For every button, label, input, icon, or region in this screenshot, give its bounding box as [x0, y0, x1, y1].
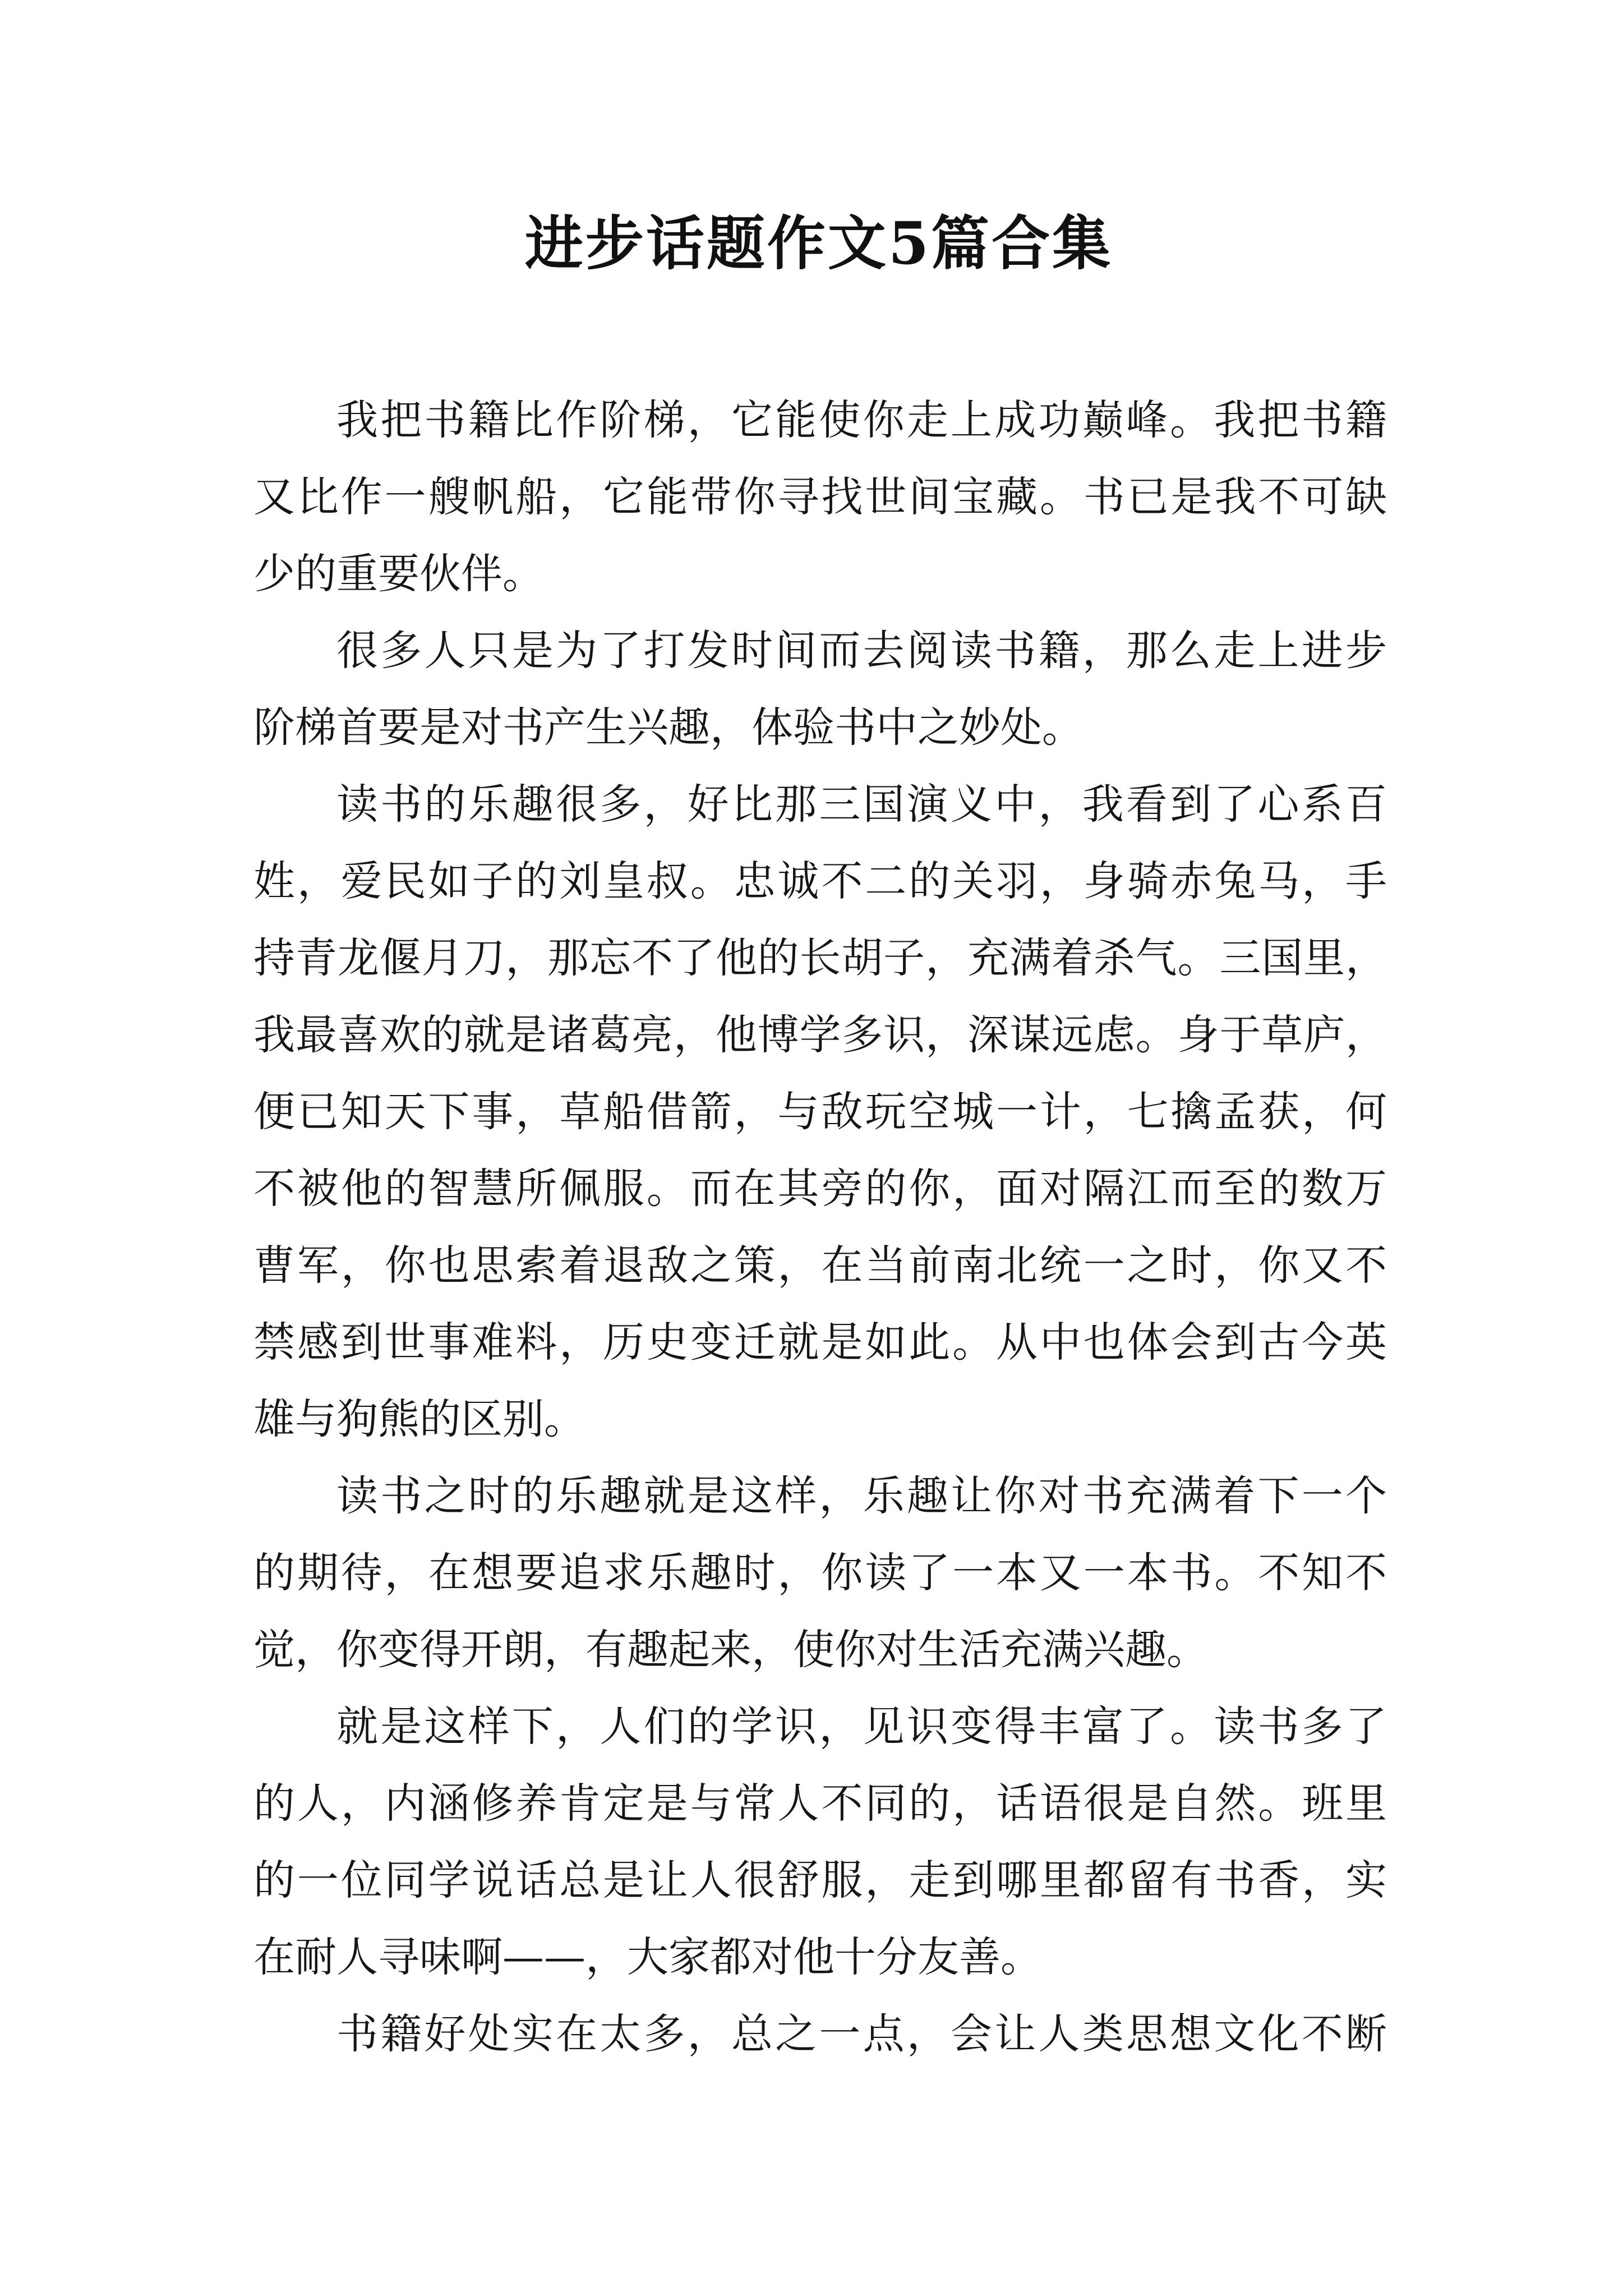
- paragraph-line: 又比作一艘帆船，它能带你寻找世间宝藏。书已是我不可缺: [253, 473, 1387, 521]
- paragraph-line: 的一位同学说话总是让人很舒服，走到哪里都留有书香，实: [253, 1856, 1387, 1904]
- paragraph-line: 在耐人寻味啊——，大家都对他十分友善。: [253, 1933, 1042, 1981]
- paragraph-line: 少的重要伙伴。: [253, 550, 544, 598]
- paragraph-line: 便已知天下事，草船借箭，与敌玩空城一计，七擒孟获，何: [253, 1088, 1387, 1136]
- paragraph-line: 阶梯首要是对书产生兴趣，体验书中之妙处。: [253, 703, 1083, 752]
- paragraph-line: 我最喜欢的就是诸葛亮，他博学多识，深谋远虑。身于草庐，: [253, 1011, 1387, 1059]
- paragraph-line: 就是这样下，人们的学识，见识变得丰富了。读书多了: [336, 1703, 1387, 1751]
- paragraph: [253, 1996, 1387, 2073]
- paragraph-line: 的人，内涵修养肯定是与常人不同的，话语很是自然。班里: [253, 1779, 1387, 1828]
- paragraph-line: 读书的乐趣很多，好比那三国演义中，我看到了心系百: [336, 780, 1387, 829]
- document-title: 进步话题作文5篇合集: [524, 209, 1113, 278]
- paragraph: [253, 1458, 1387, 1688]
- paragraph: [253, 1688, 1387, 1996]
- paragraph: [253, 766, 1387, 1458]
- paragraph: [253, 382, 1387, 613]
- paragraph: [253, 613, 1387, 766]
- paragraph-line: 曹军，你也思索着退敌之策，在当前南北统一之时，你又不: [253, 1241, 1387, 1290]
- paragraph-line: 禁感到世事难料，历史变迁就是如此。从中也体会到古今英: [253, 1318, 1387, 1366]
- paragraph-line: 的期待，在想要追求乐趣时，你读了一本又一本书。不知不: [253, 1549, 1387, 1597]
- paragraph-line: 觉，你变得开朗，有趣起来，使你对生活充满兴趣。: [253, 1626, 1208, 1674]
- paragraph-line: 我把书籍比作阶梯，它能使你走上成功巅峰。我把书籍: [336, 396, 1387, 444]
- document-body: [253, 382, 1387, 2073]
- paragraph-line: 书籍好处实在太多，总之一点，会让人类思想文化不断: [336, 2010, 1387, 2058]
- paragraph-line: 不被他的智慧所佩服。而在其旁的你，面对隔江而至的数万: [253, 1165, 1387, 1213]
- paragraph-line: 姓，爱民如子的刘皇叔。忠诚不二的关羽，身骑赤兔马，手: [253, 857, 1387, 905]
- paragraph-line: 读书之时的乐趣就是这样，乐趣让你对书充满着下一个: [336, 1472, 1387, 1520]
- paragraph-line: 持青龙偃月刀，那忘不了他的长胡子，充满着杀气。三国里，: [253, 934, 1387, 982]
- paragraph-line: 很多人只是为了打发时间而去阅读书籍，那么走上进步: [336, 627, 1387, 675]
- paragraph-line: 雄与狗熊的区别。: [253, 1395, 585, 1443]
